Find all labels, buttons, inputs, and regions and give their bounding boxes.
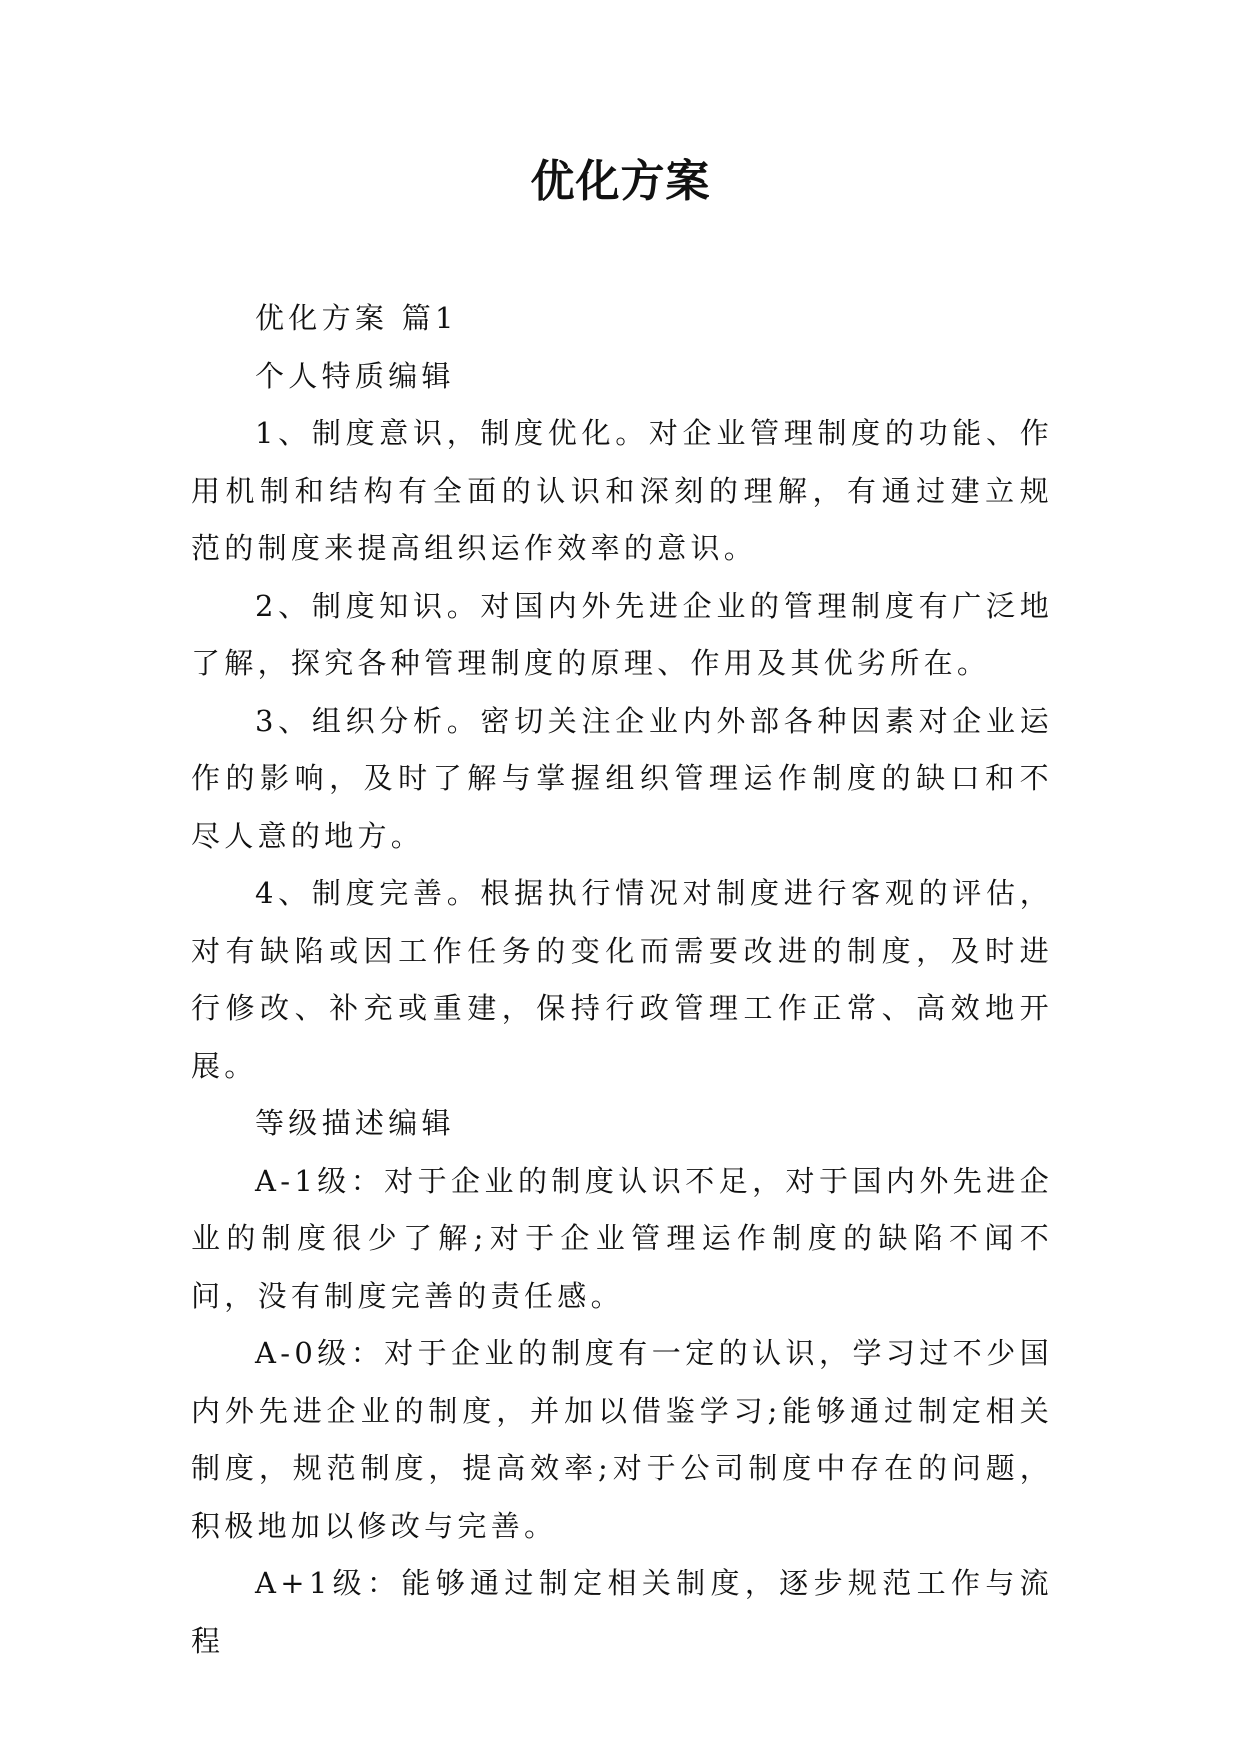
paragraph-level-a-minus-1: A-1级：对于企业的制度认识不足，对于国内外先进企业的制度很少了解;对于企业管理运作制度的缺陷不闻不问，没有制度完善的责任感。 <box>191 1163 1053 1313</box>
paragraph-2: 2、制度知识。对国内外先进企业的管理制度有广泛地了解，探究各种管理制度的原理、作用及其优劣所在。 <box>191 588 1053 680</box>
section-heading-personal-traits: 个人特质编辑 <box>255 358 455 393</box>
paragraph-1: 1、制度意识，制度优化。对企业管理制度的功能、作用机制和结构有全面的认识和深刻的理解，有通过建立规范的制度来提高组织运作效率的意识。 <box>191 416 1053 565</box>
document-body <box>191 290 1053 1670</box>
paragraph-4: 4、制度完善。根据执行情况对制度进行客观的评估，对有缺陷或因工作任务的变化而需要改进的制度，及时进行修改、补充或重建，保持行政管理工作正常、高效地开展。 <box>191 876 1053 1083</box>
document-title: 优化方案 <box>530 156 711 207</box>
paragraph-level-a-plus-1: A+1级：能够通过制定相关制度，逐步规范工作与流程 <box>191 1566 1053 1658</box>
section-heading-level-description: 等级描述编辑 <box>255 1106 455 1140</box>
section-heading-article-1: 优化方案 篇1 <box>255 301 458 335</box>
paragraph-level-a-0: A-0级：对于企业的制度有一定的认识，学习过不少国内外先进企业的制度，并加以借鉴学习;能够通过制定相关制度，规范制度，提高效率;对于公司制度中存在的问题，积极地加以修改与完善。 <box>191 1336 1053 1543</box>
paragraph-3: 3、组织分析。密切关注企业内外部各种因素对企业运作的影响，及时了解与掌握组织管理运作制度的缺口和不尽人意的地方。 <box>191 703 1053 853</box>
